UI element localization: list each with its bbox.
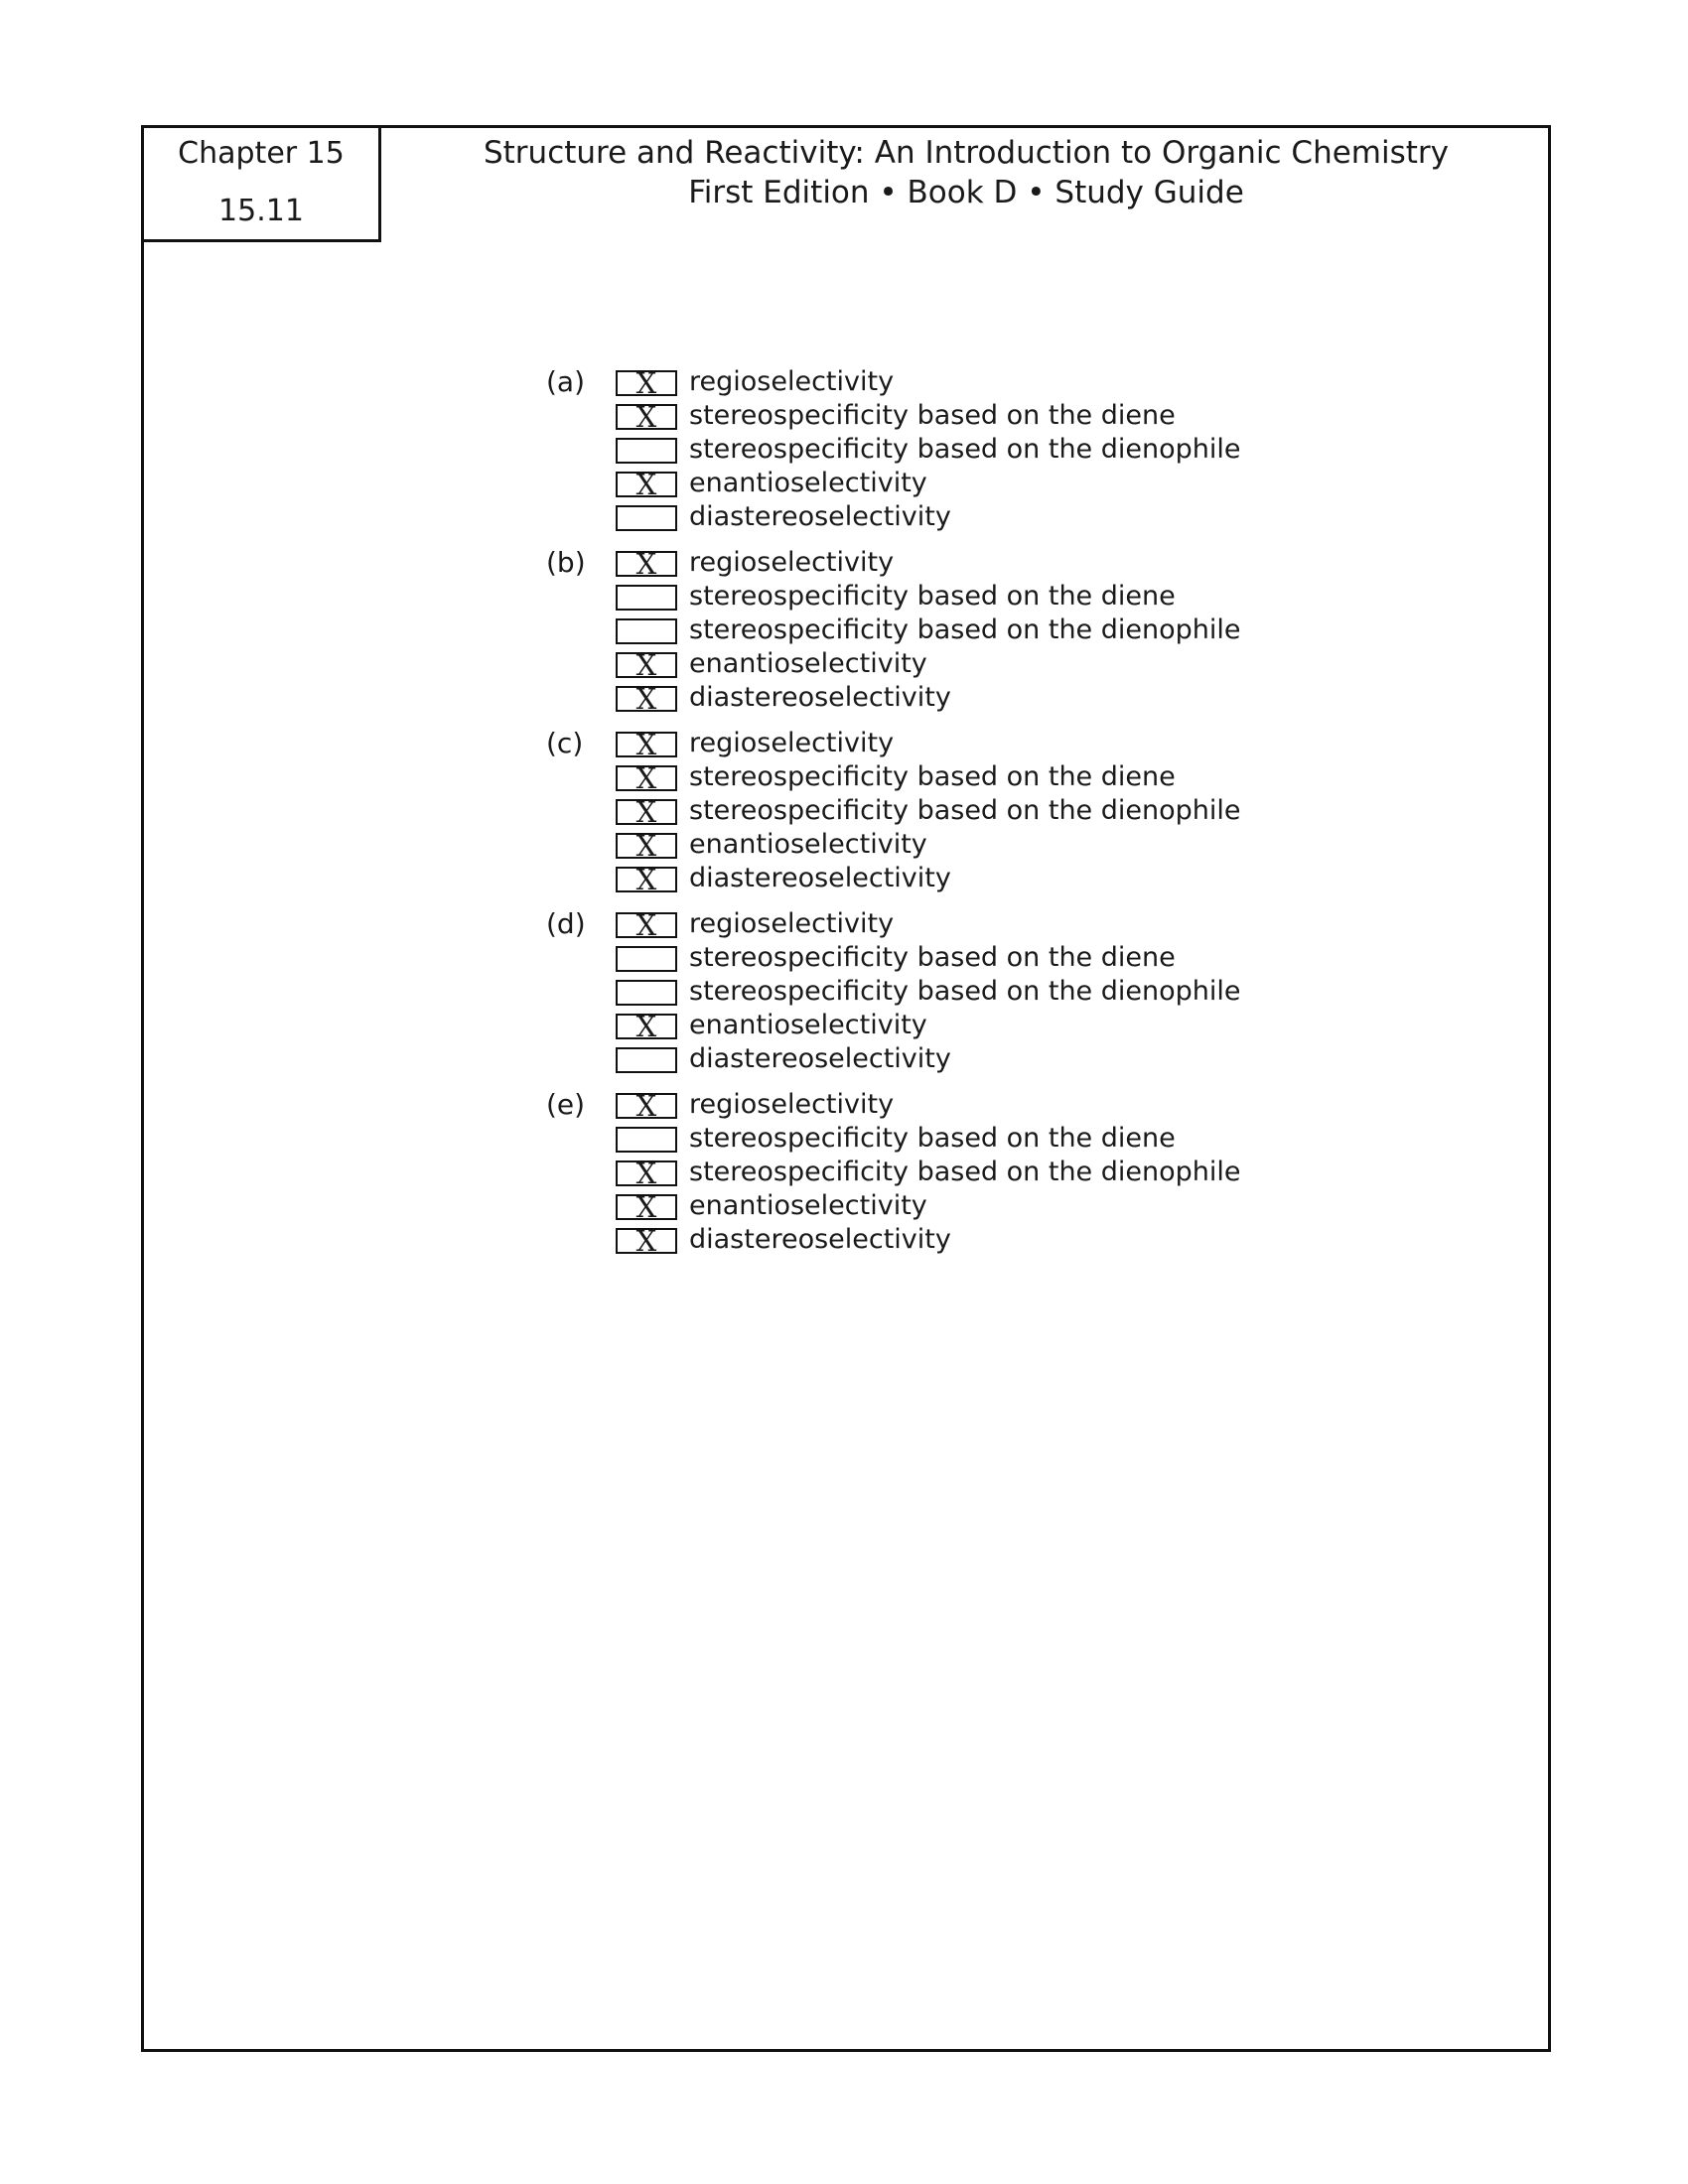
empty-box[interactable] — [616, 618, 677, 644]
option-row — [616, 500, 1311, 534]
checked-box[interactable] — [616, 400, 677, 434]
empty-box[interactable] — [616, 1047, 677, 1073]
questions-list — [546, 365, 1340, 1269]
option-row — [616, 1189, 1311, 1223]
option-label: stereospecificity based on the diene — [689, 761, 1176, 792]
x-mark-icon: X — [635, 795, 657, 829]
x-mark-icon: X — [635, 400, 657, 434]
option-label: enantioselectivity — [689, 648, 927, 679]
question-group — [546, 1088, 1340, 1258]
option-row — [616, 433, 1311, 467]
empty-box[interactable] — [616, 946, 677, 972]
option-row — [616, 794, 1311, 828]
x-mark-icon: X — [635, 761, 657, 795]
option-label: stereospecificity based on the dienophile — [689, 614, 1241, 645]
option-label: regioselectivity — [689, 1089, 895, 1120]
option-label: enantioselectivity — [689, 829, 927, 860]
checked-box[interactable] — [616, 795, 677, 829]
option-row — [616, 1223, 1311, 1257]
checked-box[interactable] — [616, 1010, 677, 1043]
x-mark-icon: X — [635, 863, 657, 896]
question-label: (b) — [546, 546, 586, 579]
option-label: enantioselectivity — [689, 1190, 927, 1221]
option-label: regioselectivity — [689, 366, 895, 397]
section-number: 15.11 — [218, 194, 304, 228]
option-label: stereospecificity based on the diene — [689, 1123, 1176, 1154]
option-row — [616, 727, 1311, 760]
option-label: regioselectivity — [689, 728, 895, 758]
question-label: (e) — [546, 1088, 586, 1121]
checked-box[interactable] — [616, 761, 677, 795]
option-row — [616, 975, 1311, 1009]
question-label: (d) — [546, 907, 586, 940]
option-row — [616, 1042, 1311, 1076]
question-label: (c) — [546, 727, 584, 759]
option-label: enantioselectivity — [689, 468, 927, 498]
x-mark-icon: X — [635, 547, 657, 581]
checked-box[interactable] — [616, 1157, 677, 1190]
x-mark-icon: X — [635, 682, 657, 716]
x-mark-icon: X — [635, 1224, 657, 1258]
option-label: regioselectivity — [689, 547, 895, 578]
question-label: (a) — [546, 365, 586, 398]
empty-box[interactable] — [616, 1127, 677, 1153]
checked-box[interactable] — [616, 829, 677, 863]
x-mark-icon: X — [635, 1010, 657, 1043]
checked-box[interactable] — [616, 648, 677, 682]
chapter-box — [141, 125, 381, 242]
x-mark-icon: X — [635, 366, 657, 400]
empty-box[interactable] — [616, 980, 677, 1006]
checked-box[interactable] — [616, 1089, 677, 1123]
x-mark-icon: X — [635, 829, 657, 863]
chapter-label: Chapter 15 — [178, 136, 345, 171]
x-mark-icon: X — [635, 1089, 657, 1123]
x-mark-icon: X — [635, 728, 657, 761]
option-row — [616, 365, 1311, 399]
checked-box[interactable] — [616, 1190, 677, 1224]
checked-box[interactable] — [616, 728, 677, 761]
checked-box[interactable] — [616, 863, 677, 896]
option-row — [616, 467, 1311, 500]
question-group — [546, 727, 1340, 896]
option-row — [616, 862, 1311, 895]
option-label: stereospecificity based on the diene — [689, 942, 1176, 973]
x-mark-icon: X — [635, 1190, 657, 1224]
option-label: diastereoselectivity — [689, 501, 951, 532]
option-label: stereospecificity based on the dienophile — [689, 1157, 1241, 1187]
option-row — [616, 647, 1311, 681]
option-row — [616, 1009, 1311, 1042]
checked-box[interactable] — [616, 366, 677, 400]
option-label: diastereoselectivity — [689, 682, 951, 713]
x-mark-icon: X — [635, 908, 657, 942]
option-row — [616, 546, 1311, 580]
option-row — [616, 1122, 1311, 1156]
option-label: stereospecificity based on the diene — [689, 400, 1176, 431]
option-label: diastereoselectivity — [689, 1043, 951, 1074]
option-row — [616, 907, 1311, 941]
option-label: stereospecificity based on the dienophile — [689, 976, 1241, 1007]
x-mark-icon: X — [635, 648, 657, 682]
option-row — [616, 1156, 1311, 1189]
option-label: stereospecificity based on the diene — [689, 581, 1176, 612]
book-title: Structure and Reactivity: An Introduction to Organic Chemistry — [483, 135, 1450, 171]
option-row — [616, 614, 1311, 647]
option-label: regioselectivity — [689, 908, 895, 939]
option-row — [616, 399, 1311, 433]
option-row — [616, 760, 1311, 794]
option-label: diastereoselectivity — [689, 863, 951, 893]
option-row — [616, 941, 1311, 975]
book-subtitle: First Edition • Book D • Study Guide — [688, 175, 1244, 210]
empty-box[interactable] — [616, 505, 677, 531]
question-group — [546, 907, 1340, 1074]
option-label: stereospecificity based on the dienophile — [689, 434, 1241, 465]
option-label: enantioselectivity — [689, 1010, 927, 1040]
x-mark-icon: X — [635, 468, 657, 501]
empty-box[interactable] — [616, 585, 677, 611]
question-group — [546, 546, 1340, 716]
checked-box[interactable] — [616, 468, 677, 501]
x-mark-icon: X — [635, 1157, 657, 1190]
question-group — [546, 365, 1340, 532]
checked-box[interactable] — [616, 682, 677, 716]
option-row — [616, 580, 1311, 614]
empty-box[interactable] — [616, 438, 677, 464]
option-label: stereospecificity based on the dienophile — [689, 795, 1241, 826]
checked-box[interactable] — [616, 1224, 677, 1258]
checked-box[interactable] — [616, 547, 677, 581]
option-label: diastereoselectivity — [689, 1224, 951, 1255]
checked-box[interactable] — [616, 908, 677, 942]
option-row — [616, 681, 1311, 715]
option-row — [616, 828, 1311, 862]
option-row — [616, 1088, 1311, 1122]
